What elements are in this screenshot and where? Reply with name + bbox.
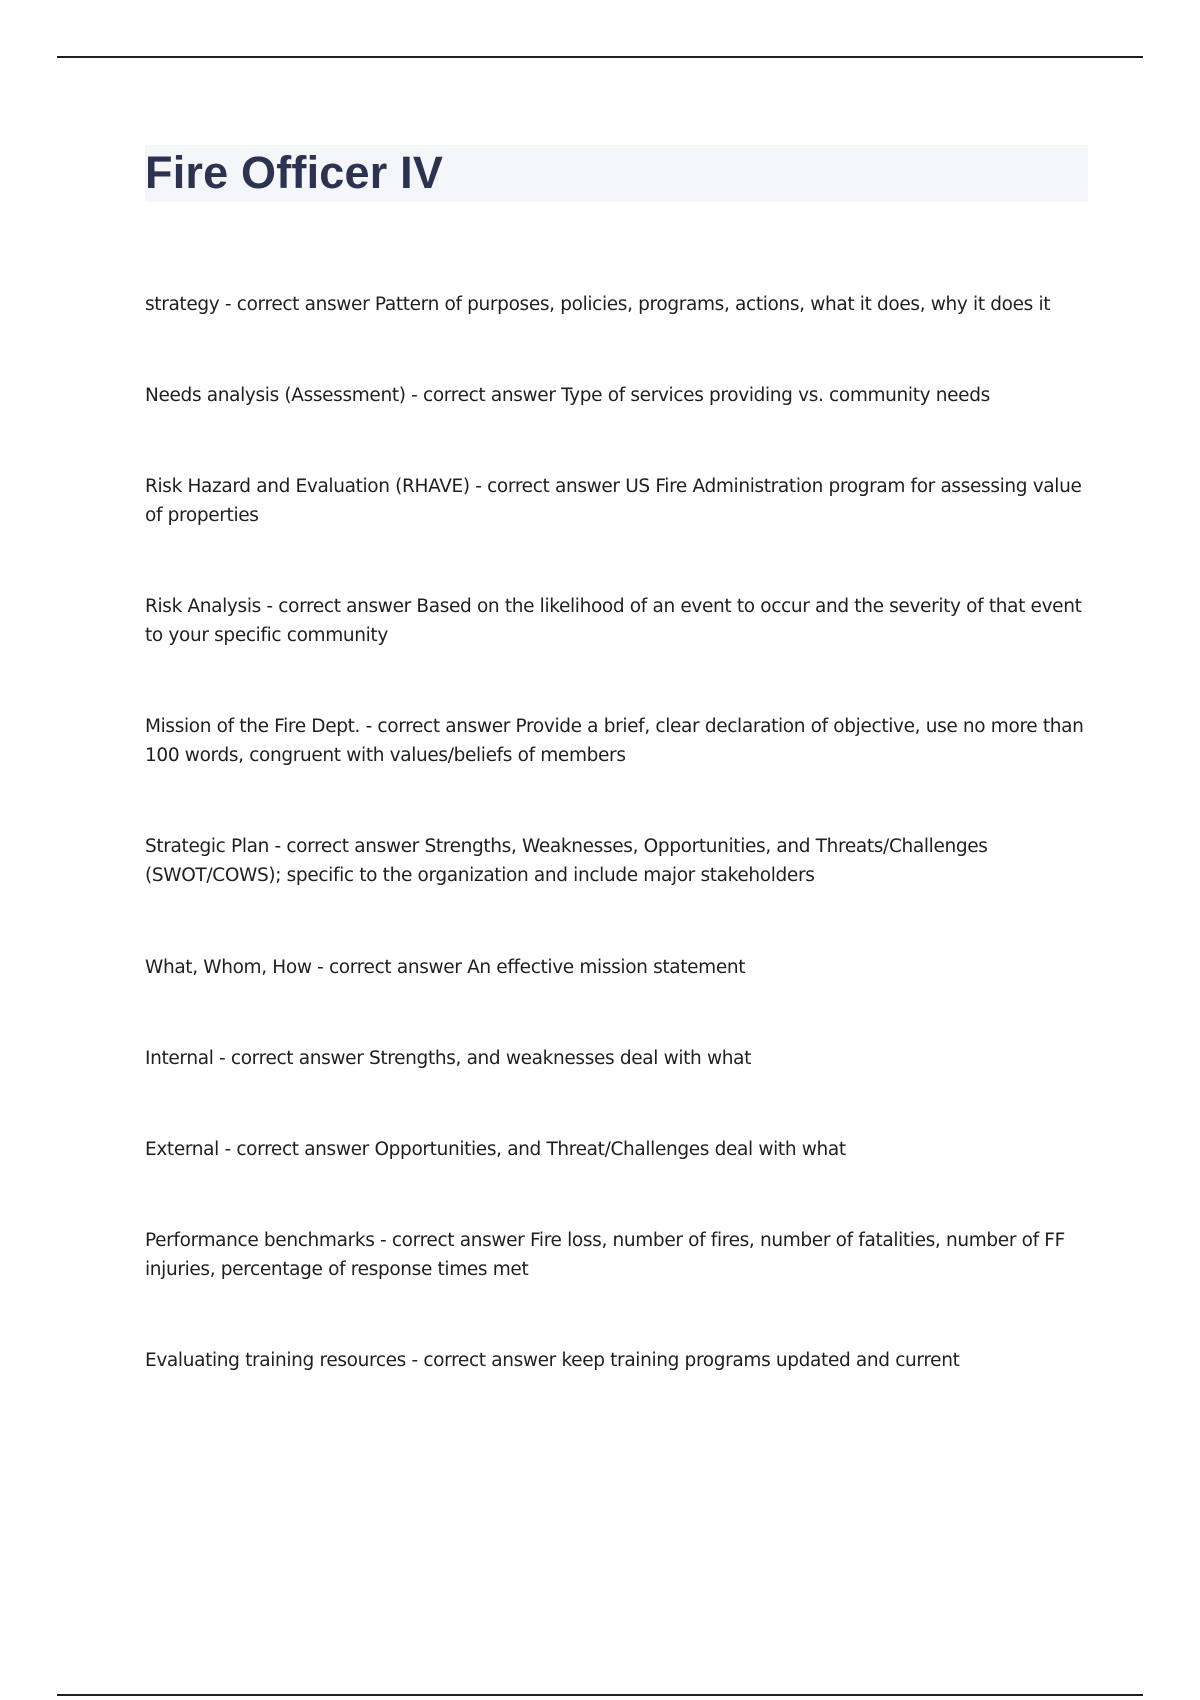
qa-item-mission: Mission of the Fire Dept. - correct answer Provide a brief, clear declaration of objective, use no more than 100 words, congruent with values/beliefs of members xyxy=(145,716,1084,766)
qa-item-evaluating-training: Evaluating training resources - correct answer keep training programs updated and current xyxy=(145,1350,960,1371)
qa-item-rhave: Risk Hazard and Evaluation (RHAVE) - correct answer US Fire Administration program for assessing value of properties xyxy=(145,476,1082,526)
page-title: Fire Officer IV xyxy=(145,147,444,198)
qa-item-risk-analysis: Risk Analysis - correct answer Based on the likelihood of an event to occur and the severity of that event to your specific community xyxy=(145,596,1082,646)
qa-item-what-whom-how: What, Whom, How - correct answer An effective mission statement xyxy=(145,957,746,978)
qa-item-needs-analysis: Needs analysis (Assessment) - correct answer Type of services providing vs. community needs xyxy=(145,385,990,406)
top-rule xyxy=(57,56,1143,58)
title-band xyxy=(145,145,1088,202)
qa-item-performance-benchmarks: Performance benchmarks - correct answer Fire loss, number of fires, number of fatalities, number of FF injuries, percentage of response times met xyxy=(145,1230,1065,1280)
bottom-rule xyxy=(57,1694,1143,1696)
qa-item-internal: Internal - correct answer Strengths, and weaknesses deal with what xyxy=(145,1048,752,1069)
qa-item-strategy: strategy - correct answer Pattern of purposes, policies, programs, actions, what it does, why it does it xyxy=(145,294,1051,315)
qa-item-strategic-plan: Strategic Plan - correct answer Strengths, Weaknesses, Opportunities, and Threats/Challenges (SWOT/COWS); specific to the organization and include major stakeholders xyxy=(145,836,988,886)
qa-item-external: External - correct answer Opportunities, and Threat/Challenges deal with what xyxy=(145,1139,846,1160)
